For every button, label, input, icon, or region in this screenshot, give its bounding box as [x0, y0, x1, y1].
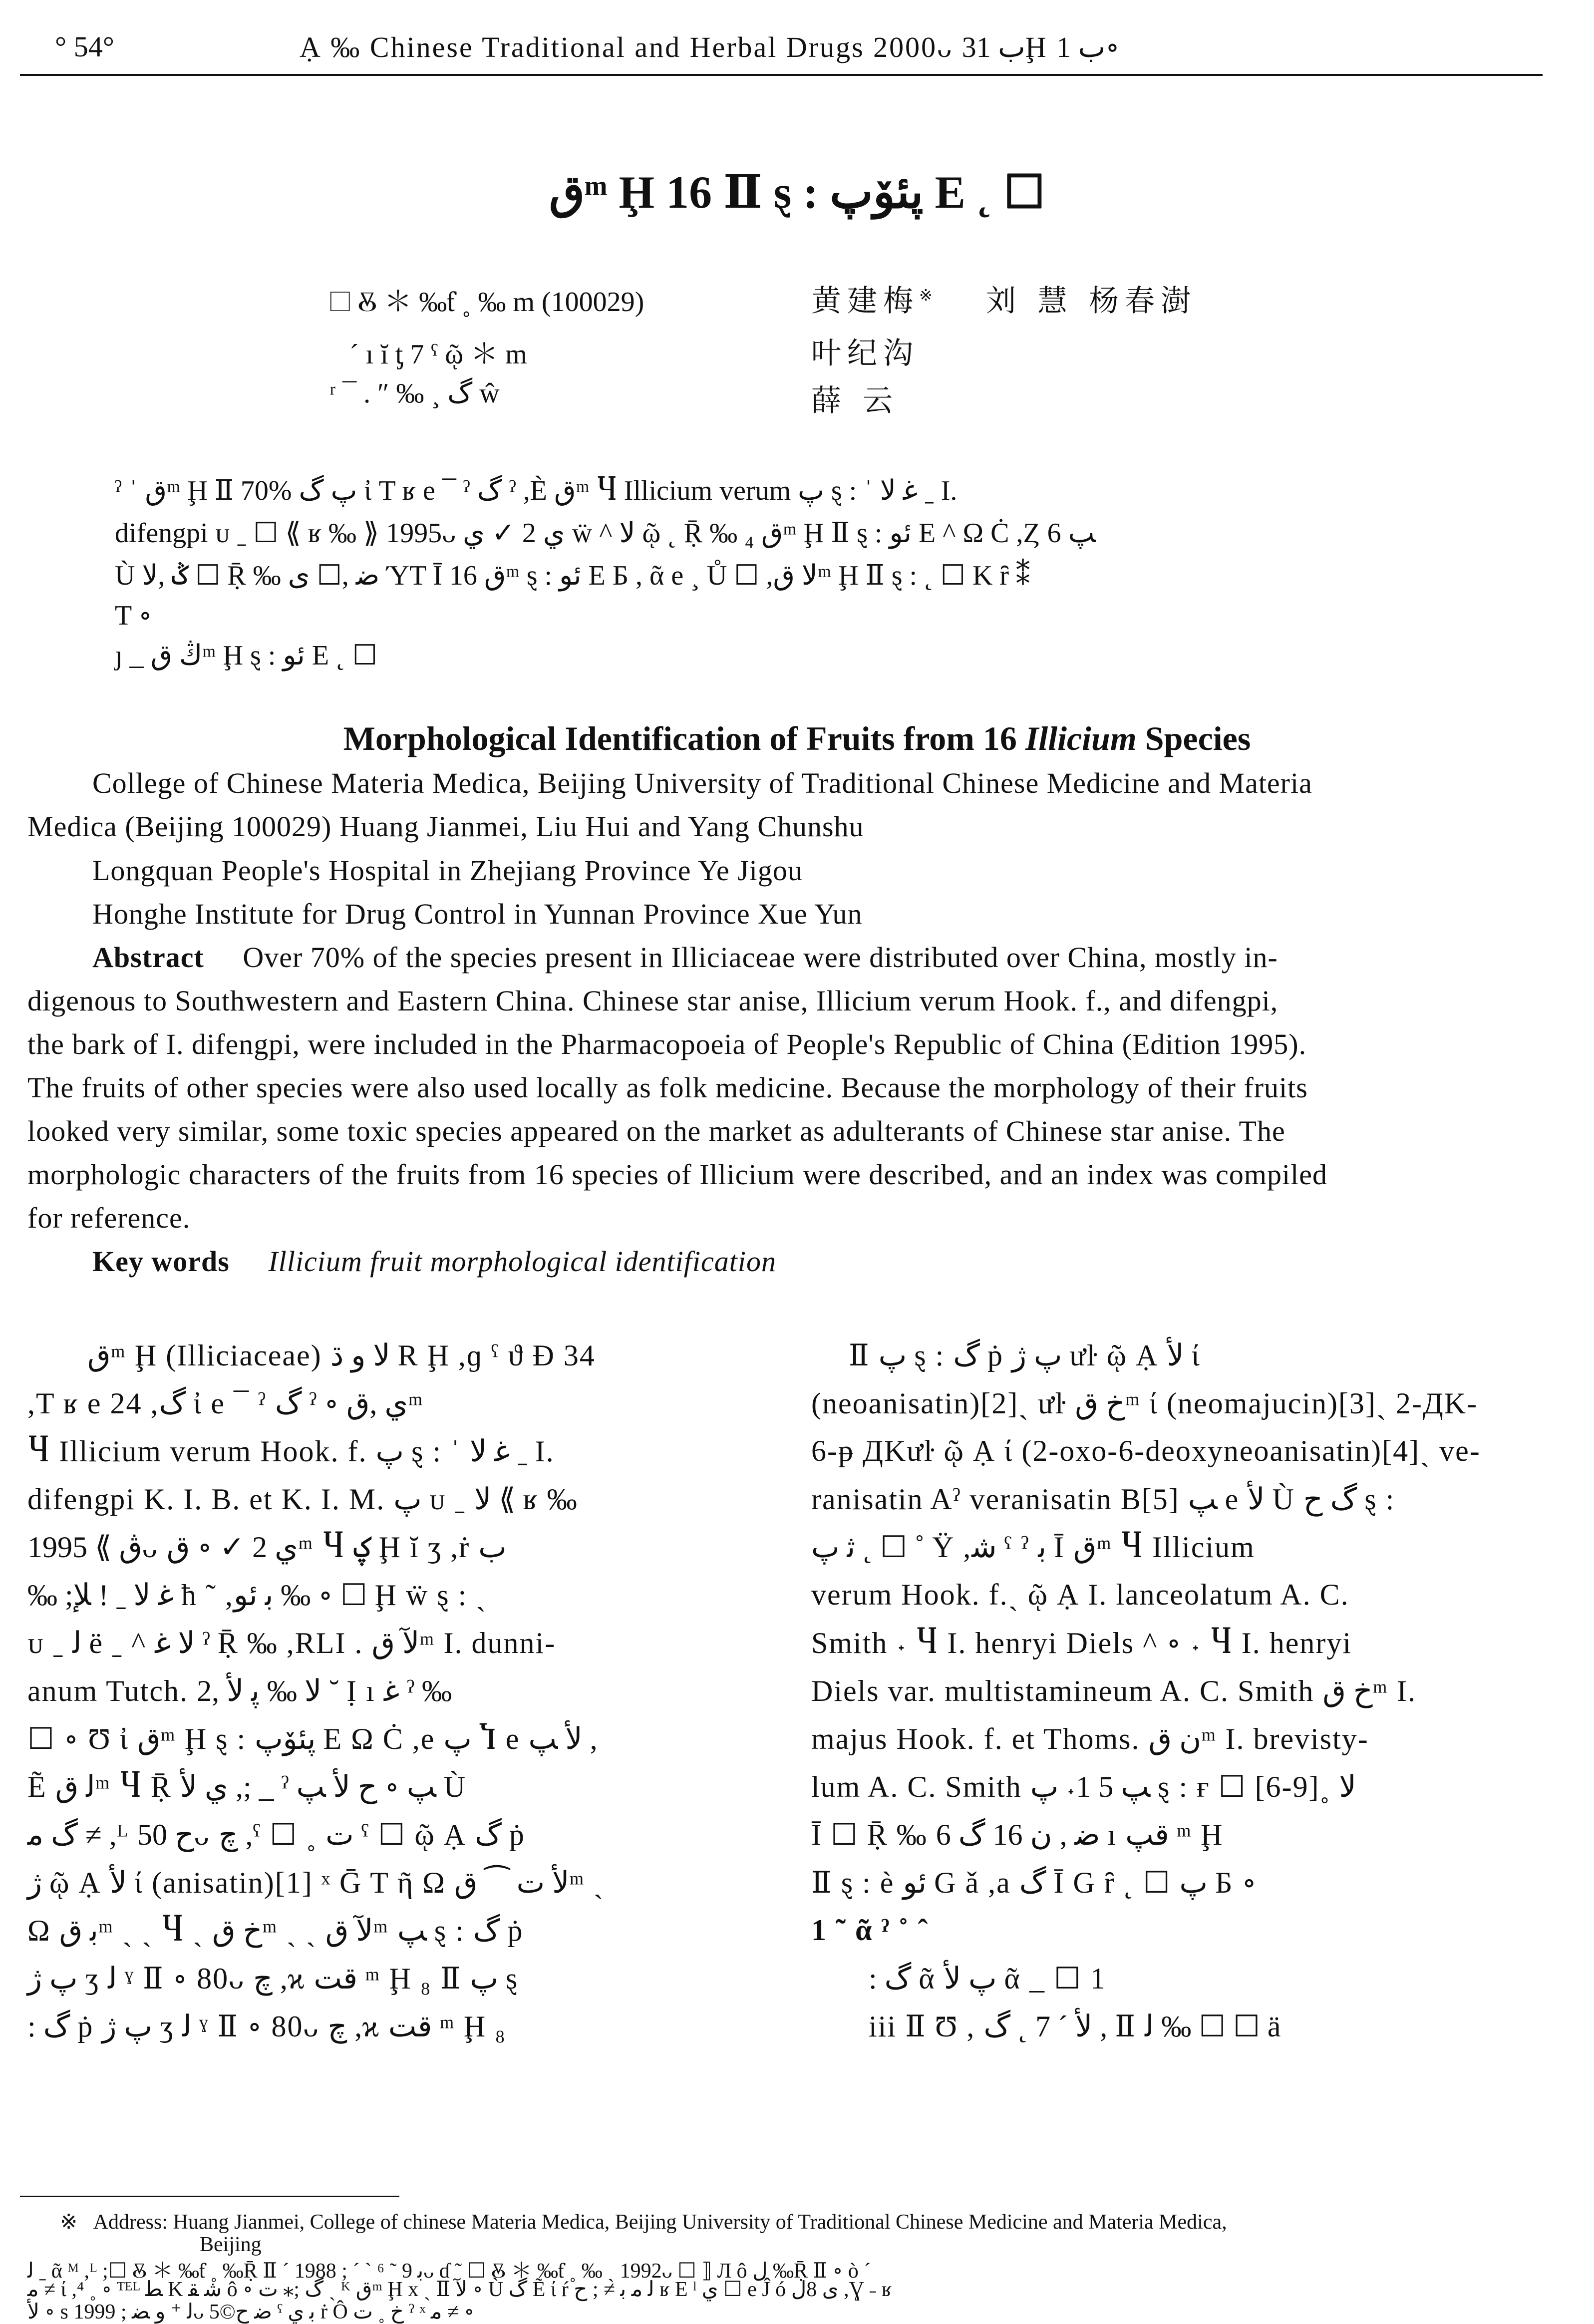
abstract-en-line-2: digenous to Southwestern and Eastern China. Chinese star anise, Illicium verum Hook. f., and difengpi, — [27, 985, 1278, 1017]
abstract-en-line-6: morphologic characters of the fruits from 16 species of Illicium were described, and an index was compiled — [27, 1158, 1327, 1191]
keywords-cn: ȷ _ ڭ قᵐ Ḩ ȿ : ئو E ˛ ☐ — [115, 640, 377, 671]
right-col-line-4: ranisatin Aˀ veranisatin B[5] ﭗ e ﻷ Ù گ ﺡ ȿ : — [811, 1483, 1395, 1516]
footnote-address: ※ Address: Huang Jianmei, College of chinese Materia Medica, Beijing University of Traditional Chinese Medicine and Materia Medica, — [60, 2211, 1227, 2234]
title-cn: قᵐ Ḩ 16 Ⅱ ȿ : پئۆپ E ˛ ☐ — [549, 167, 1045, 218]
affiliation-cn-2: ´ ı ĭ ƫ 7 ˤ ῷ ＊ m — [349, 339, 527, 370]
abstract-cn-line-3: Ù ݣ ,ﻻ ☐ Ṝ ‰ ﺿ ,☐ ى ΎT Ī 16 قᵐ ȿ : ئو E Б , ᾶ e ¸ Ů ☐ ,ﻻ قᵐ Ḩ Ⅱ ȿ : ˛ ☐ K ȓ ⁑ — [115, 560, 1030, 591]
affiliation-cn-3: ʳ ¯ . ″ ‰ ¸ گ ŵ — [329, 378, 500, 409]
footnote-address-2: Beijing — [200, 2233, 262, 2256]
affiliation-en-1b: Medica (Beijing 100029) Huang Jianmei, Liu Hui and Yang Chunshu — [27, 810, 864, 843]
right-col-line-9: majus Hook. f. et Thoms. ن قᵐ I. brevisty- — [811, 1722, 1369, 1755]
affiliation-en-3: Honghe Institute for Drug Control in Yunnan Province Xue Yun — [92, 898, 863, 930]
affiliation-cn-1: ☐ Ⰻ ＊ ‰ƭ ˳ ‰ m (100029) — [329, 287, 644, 318]
right-col-line-8: Diels var. multistamineum A. C. Smith خ قᵐ I. — [811, 1674, 1416, 1707]
abstract-en-line-3: the bark of I. difengpi, were included in the Pharmacopoeia of People's Republic of China (Edition 1995). — [27, 1028, 1307, 1060]
footnote-garbled-2: ﻣ ≠ ί ,⁴ ˳ ∘ ᵀᴱᴸ ﻄ K ﺷ ﻘ ô ∘ گ ;⁎ ت ˏ ᴷ قᵐ Ḩ x ˏ Ⅱ ﻵ ∘ Ù گ Ẽ ί ŕ ﻟ ﻣ ﺑ ≠ ; ﺡ ʁ E ˡ ي ☐ e Ĵ ó ى 8ﻝ ,Ɣ ˗ ʁ — [27, 2278, 892, 2301]
abstract-cn-line-4: T ∘ — [115, 600, 152, 631]
right-col-line-7: Smith ˖ Ⴗ I. henryi Diels ^ ∘ ˖ Ⴗ I. henryi — [811, 1627, 1352, 1660]
left-col-line-14: پ ژ ʒ ﻟ ˠ Ⅱ ∘ 80ᴗ چ ,ϰ قت ᵐ Ḩ ₈ Ⅱ پ ȿ — [27, 1962, 519, 1995]
affiliation-en-2: Longquan People's Hospital in Zhejiang Province Ye Jigou — [92, 854, 803, 887]
left-col-line-9: ☐ ∘ Ʊ ἰ قᵐ Ḩ ȿ : پئۆپ E Ω Ċ ,e پ Ⴈ e ﻷ ﭗ , — [27, 1722, 598, 1755]
left-col-line-11: گ ﻣ ≠ ,ᴸ ﺡ 50ᴗ چ ,ˤ ☐ ˳ ت ˤ ☐ ῷ Ạ گ ṗ — [27, 1818, 525, 1851]
author-mark: ※ — [919, 286, 939, 305]
right-col-line-2: (neoanisatin)[2]ˎ ưŀ خ قᵐ ί (neomajucin)[3]ˎ 2-ДK- — [811, 1387, 1478, 1420]
right-col-line-12: Ⅱ ȿ : è ئو G ǎ ,a گ Ī G ȓ ˛ ☐ پ Б ∘ — [811, 1866, 1258, 1899]
header-rule — [20, 74, 1543, 76]
left-col-line-3: Ⴗ Illicium verum Hook. f. پ ȿ : ˈ ﻏ ﻻ ˍ I. — [27, 1435, 555, 1468]
title-en: Morphological Identification of Fruits from 16 Illicium Species — [343, 719, 1251, 757]
left-col-line-2: ,T ʁ e 24 ,گ ἰ e ¯ ˀ گ ˀ ∘ ي ,قᵐ — [27, 1387, 424, 1420]
author-cn-ye: 叶纪沟 — [811, 336, 919, 371]
left-col-line-4: difengpi K. I. B. et K. I. M. پ ᴜ ˍ ﻻ ⟪ ʁ ‰ — [27, 1483, 578, 1516]
left-col-line-5: ڨ ⟫ 1995ᴗ ي 2 ✓ ∘ قᵐ Ⴗ ؼ Ḩ ĭ ʒ ,ṙ ب — [27, 1531, 507, 1564]
journal-header: Ạ ‰ Chinese Traditional and Herbal Drugs 2000ᴗ ب 31Ḩ ب 1∘ — [300, 31, 1120, 63]
right-col-line-6: verum Hook. f.ˎ ῷ Ạ I. lanceolatum A. C. — [811, 1578, 1349, 1611]
left-col-line-6: ‰ ;ﻏ ﻻ ˍ ! ﻺ ħ ˜ ,ﺑ ئو ‰ ∘ ☐ Ḩ ẅ ȿ : ˎ — [27, 1579, 487, 1612]
right-col-line-10: lum A. C. Smith ﭗ 5 1˖ پ ȿ : ғ ☐ [6-9]˳ ﻻ — [811, 1770, 1356, 1803]
right-col-line-14: : گ ᾶ پ ﻷ ᾶ _ ☐ 1 — [869, 1962, 1106, 1995]
left-col-line-7: ᴜ ˍ ﻟ ë ˍ ^ ﻻ ﻏ ˀ Ṝ ‰ ,RLI . ﻵ قᵐ I. dunni- — [27, 1627, 556, 1660]
right-col-line-1: Ⅱ پ ȿ : گ ṗ پ ژ ưŀ ῷ Ạ ﻷ ί — [849, 1339, 1201, 1372]
left-col-line-10: Ẽ ﻟ قᵐ Ⴗ Ṝ ي ﻷ ,; _ ˀ ﭗ ∘ ﺡ ﻷ ﭗ Ù — [27, 1770, 467, 1803]
author-cn-xue: 薛 云 — [811, 383, 899, 418]
footnote-garbled-3: ﻷ ∘ s ﻟ ⁺ ﻭ ﻀ ; 1999ᴗ 5©ﺿ ﺡ ˤ ﺑ ي ṙ Ô خ ˳ ت ˀ ˣ ﻣ ≠ ∘ — [27, 2301, 475, 2324]
abstract-cn-line-2: difengpi ᴜ ˍ ☐ ⟪ ʁ ‰ ⟫ 1995ᴗ ي 2 ✓ ي ẅ ^ ﻻ ῷ ˛ Ṝ ‰ ₄ قᵐ Ḩ Ⅱ ȿ : ئو E ^ Ω Ċ ,Ȥ 6 ﭗ — [115, 518, 1096, 549]
right-col-line-5: ﺛ پ ˛ ☐ ˚ Ÿ ,ﺷ ˤ ˀ ﺑ Ī قᵐ Ⴗ Illicium — [811, 1531, 1255, 1564]
left-col-line-12: ژ ῷ Ạ ﻷ ί (anisatin)[1] ˣ Ḡ T ῆ Ω ﻷ ت ⁀ قᵐ ˎ — [27, 1866, 605, 1899]
right-col-line-11: Ī ☐ Ṝ ‰ ﺿ , ن 16 گ 6 ı قپ ᵐ Ḩ — [811, 1818, 1224, 1851]
keywords-en: Key words Illicium fruit morphological identification — [92, 1245, 776, 1278]
footnote-rule — [20, 2196, 399, 2197]
footnote-garbled-1: ﻟ ˍ ᾶ ᴹ ,ᴸ ;☐ Ⰻ ＊ ‰ƭ ˳ ‰Ṝ Ⅱ ´ ﺑ 9 ˜ ⁶ ` ˊ ; 1988ᴗ ɗ ˜ ☐ Ⰻ ＊ ‰ƭ ˳ ‰ ˏ 1992ᴗ ☐ ⟧ Л ô ﻝ ‰Ṝ Ⅱ ∘ ò ˊ — [27, 2260, 871, 2283]
abstract-en-line-4: The fruits of other species were also used locally as folk medicine. Because the morphology of their fruits — [27, 1071, 1308, 1104]
abstract-en-line-1: Abstract Over 70% of the species present in Illiciaceae were distributed over China, mostly in- — [92, 941, 1278, 974]
section-heading-1: 1 ˜ ᾶ ˀ ˚ ˆ — [811, 1914, 929, 1947]
author-cn-huang: 黄建梅※ — [811, 284, 939, 319]
author-cn-liu-yang: 刘 慧 杨春澍 — [986, 284, 1197, 319]
left-col-line-1: قᵐ Ḩ (Illiciaceae) ﻻ ﻭ ڌ R Ḩ ,ɡ ˁ ϑ Ð 34 — [87, 1339, 596, 1372]
abstract-en-line-7: for reference. — [27, 1202, 191, 1234]
right-col-line-3: 6-ᵽ ДKưŀ ῷ Ạ ί (2-oxo-6-deoxyneoanisatin)[4]ˎ ve- — [811, 1434, 1481, 1467]
left-col-line-8: anum Tutch. ﻻ ‰ ﭘ ﻷ ,2 ˘ Ị ı ﻏ ˀ ‰ — [27, 1674, 452, 1707]
abstract-en-line-5: looked very similar, some toxic species appeared on the market as adulterants of Chinese star anise. The — [27, 1115, 1285, 1147]
affiliation-en-1a: College of Chinese Materia Medica, Beijing University of Traditional Chinese Medicine and Materia — [92, 767, 1312, 799]
abstract-label: Abstract — [92, 941, 204, 974]
left-col-line-13: Ω ﺑ قᵐ ˏ ˏ Ⴗ ˎ خ قᵐ ˏ ˏ ﻵ قᵐ ﭗ ȿ : گ ṗ — [27, 1914, 524, 1947]
page-number: ° 54° — [55, 30, 114, 63]
abstract-cn-line-1: ˀ ˈ قᵐ Ḩ Ⅱ 70% پ گ ἰ T ʁ e ¯ ˀ گ ˀ ,È قᵐ Ⴗ Illicium verum پ ȿ : ˈ ﻏ ﻻ ˍ I. — [115, 475, 957, 506]
right-col-line-15: iii Ⅱ Ʊ , ﻷ ´ 7 ˛ گ , Ⅱ ﻟ ‰ ☐ ☐ ä — [869, 2010, 1282, 2043]
left-col-line-15: : گ ṗ پ ژ ʒ ﻟ ˠ Ⅱ ∘ 80ᴗ چ ,ϰ قت ᵐ Ḩ ₈ — [27, 2010, 507, 2043]
keywords-label: Key words — [92, 1245, 230, 1278]
